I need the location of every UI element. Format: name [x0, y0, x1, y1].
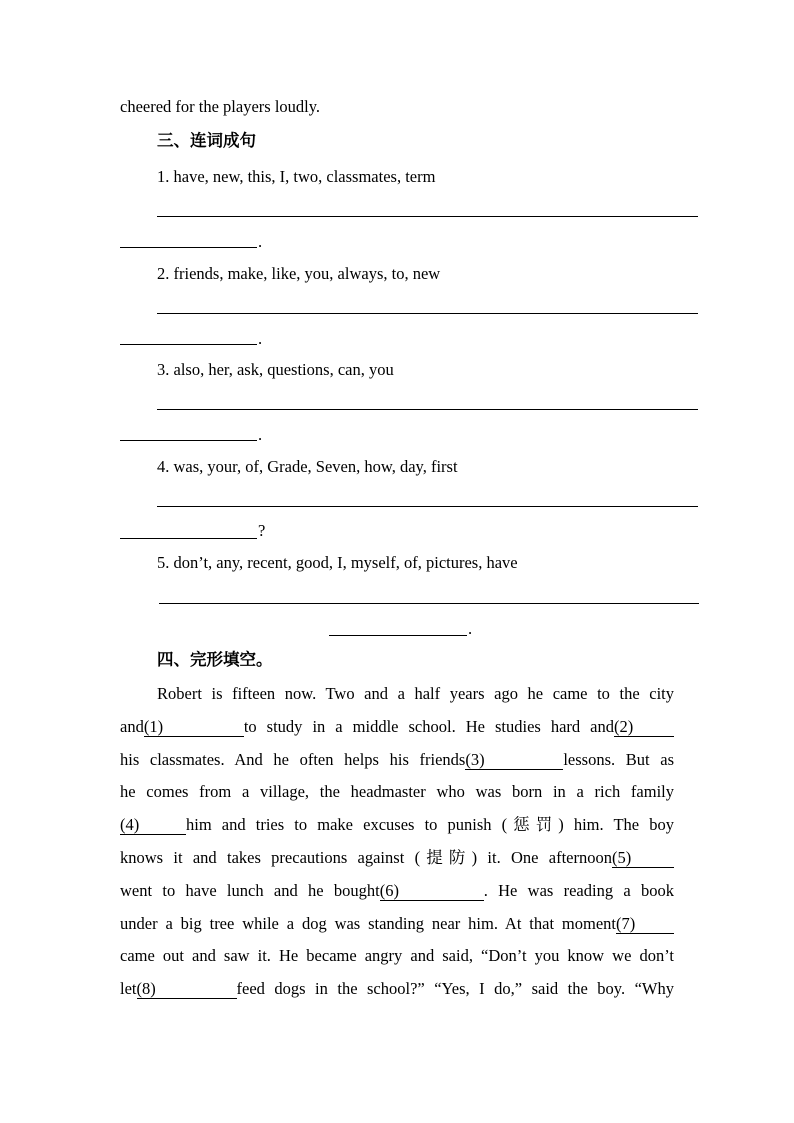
section-3-title: 三、连词成句 — [157, 131, 256, 150]
section-4-title: 四、完形填空。 — [157, 650, 273, 669]
passage-line-7: went to have lunch and he bought(6) . He was reading a book — [120, 880, 674, 900]
question-1-prompt: 1. have, new, this, I, two, classmates, term — [157, 167, 436, 186]
passage-line-2: and(1) to study in a middle school. He studies hard and(2) — [120, 711, 674, 744]
answer-line-2[interactable] — [157, 313, 698, 314]
passage-line-9: came out and saw it. He became angry and said, “Don’t you know we don’t — [120, 946, 674, 966]
answer-line-2-tail[interactable] — [120, 344, 257, 345]
passage-line-1: Robert is fifteen now. Two and a half years ago he came to the city — [157, 684, 674, 703]
question-5-prompt: 5. don’t, any, recent, good, I, myself, of, pictures, have — [157, 553, 518, 572]
blank-6[interactable]: (6) — [380, 882, 484, 901]
answer-line-3[interactable] — [157, 409, 698, 410]
answer-line-3-tail[interactable] — [120, 440, 257, 441]
passage-line-5: (4) him and tries to make excuses to punish (惩罚) him. The boy — [120, 815, 674, 835]
blank-5[interactable]: (5) — [612, 849, 674, 868]
blank-2[interactable]: (2) — [614, 718, 674, 737]
question-5-end: . — [468, 619, 473, 638]
question-3-prompt: 3. also, her, ask, questions, can, you — [157, 360, 394, 379]
passage-line-6: knows it and takes precautions against (提防) it. One afternoon(5) — [120, 842, 674, 875]
blank-8[interactable]: (8) — [137, 980, 237, 999]
question-2-end: . — [258, 329, 263, 348]
question-1-end: . — [258, 232, 263, 251]
blank-7[interactable]: (7) — [616, 915, 674, 934]
answer-line-4-tail[interactable] — [120, 538, 257, 539]
question-3-end: . — [258, 425, 263, 444]
question-4-end: ? — [258, 521, 266, 540]
intro-line: cheered for the players loudly. — [120, 97, 321, 116]
question-2-prompt: 2. friends, make, like, you, always, to, new — [157, 264, 441, 283]
blank-4[interactable]: (4) — [120, 816, 186, 835]
answer-line-5-tail[interactable] — [329, 635, 467, 636]
cloze-passage — [120, 678, 674, 1006]
question-4-prompt: 4. was, your, of, Grade, Seven, how, day, first — [157, 457, 458, 476]
passage-line-4: he comes from a village, the headmaster who was born in a rich family — [120, 782, 674, 802]
passage-line-10: let(8) feed dogs in the school?” “Yes, I do,” said the boy. “Why — [120, 979, 674, 999]
answer-line-4[interactable] — [157, 506, 698, 507]
answer-line-1-tail[interactable] — [120, 247, 257, 248]
passage-line-3: his classmates. And he often helps his friends(3) lessons. But as — [120, 749, 674, 769]
answer-line-5[interactable] — [159, 603, 699, 604]
passage-line-8: under a big tree while a dog was standing near him. At that moment(7) — [120, 908, 674, 941]
blank-1[interactable]: (1) — [144, 718, 244, 737]
answer-line-1[interactable] — [157, 216, 698, 217]
blank-3[interactable]: (3) — [465, 751, 563, 770]
